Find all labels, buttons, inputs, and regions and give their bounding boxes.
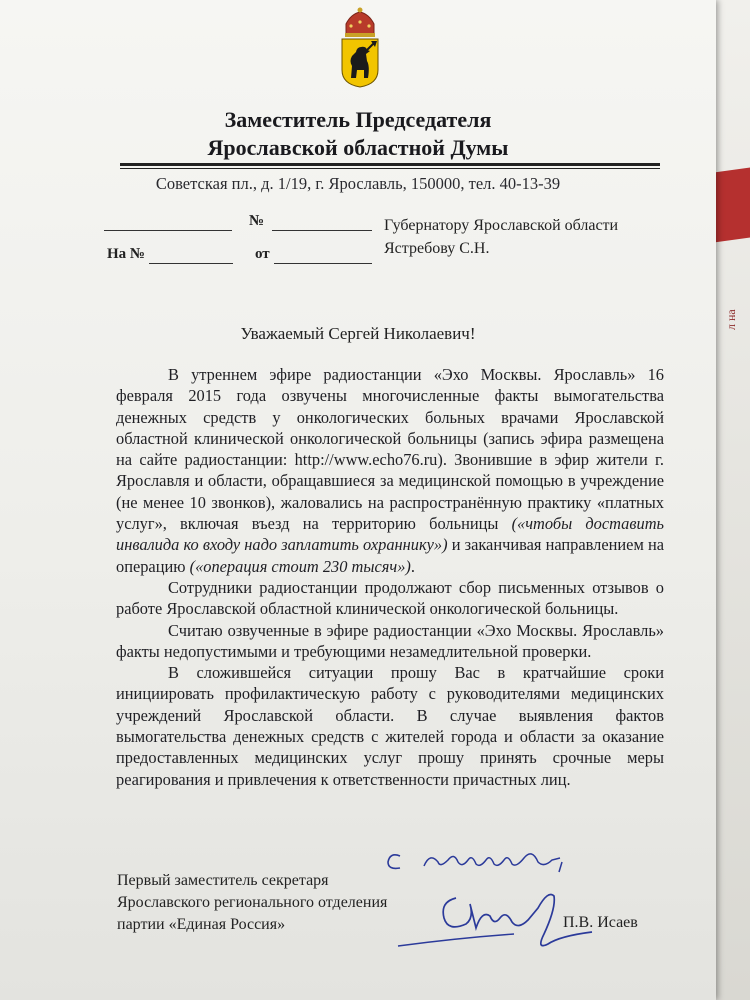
header-title-line2: Ярославской областной Думы [207,135,509,160]
salutation: Уважаемый Сергей Николаевич! [240,324,476,343]
header-title-line1: Заместитель Председателя [224,107,492,132]
header-rule-thick [120,163,660,166]
yaroslavl-coat-of-arms-icon [337,6,383,88]
position-line2: Ярославского регионального отделения [117,894,388,911]
letter-body [116,364,664,790]
reference-number-blank [149,262,233,264]
outgoing-date-blank [104,229,232,231]
reference-date-label: от [255,246,270,262]
paragraph-4: В сложившейся ситуации прошу Вас в кратчайшие сроки инициировать профилактическую работу с руководителями медицинских учреждений Ярославской области. В случае выявления фактов вымогательства денежных средств с жителей города и области за оказание предоставленных медицинских услуг прошу принять срочные меры реагирования и привлечения к ответственности причастных лиц. [116,663,664,789]
background-red-fragment [712,167,750,243]
paragraph-3: Считаю озвученные в эфире радиостанции «Эхо Москвы. Ярославль» факты недопустимыми и требующими незамедлительной проверки. [116,620,664,661]
paragraph-2: Сотрудники радиостанции продолжают сбор письменных отзывов о работе Ярославской областной клинической онкологической больницы. [116,577,664,619]
addressee-line1: Губернатору Ярославской области [384,217,619,234]
paragraph-1 [116,364,664,577]
handwritten-signature [378,838,618,958]
position-line3: партии «Единая Россия» [117,916,286,933]
addressee-line2: Ястребову С.Н. [384,240,490,257]
paragraph-1-text-cont: и заканчивая направлением на операцию [116,535,664,576]
signatory-name: П.В. Исаев [563,914,638,931]
outgoing-number-blank [272,229,372,231]
background-text-fragment: л на [724,309,738,330]
paragraph-1-text: В утреннем эфире радиостанции «Эхо Москвы. Ярославль» 16 февраля 2015 года озвучены многочисленные факты вымогательства денежных средств у онкологических больных врачами Ярославской областной клинической онкологической больницы (запись эфира размещена на сайте радиостанции: http://www.echo76.ru). Звонившие в эфир жители г. Ярославля и области, обращавшиеся за медицинской помощью в учреждение (не менее 10 звонков), жаловались на распространённую практику «платных услуг», включая въезд на территорию больницы [116,365,664,534]
header-address: Советская пл., д. 1/19, г. Ярославль, 150000, тел. 40-13-39 [155,174,561,193]
header-rule-thin [120,168,660,169]
reference-number-label: На № [107,246,145,262]
quote-operation-cost: («операция стоит 230 тысяч») [189,556,411,576]
position-line1: Первый заместитель секретаря [117,872,329,889]
paragraph-1-end: . [410,556,415,576]
signatory-position [117,870,387,936]
reference-date-blank [274,262,372,264]
number-label: № [249,213,265,229]
quote-guard-fee: («чтобы доставить инвалида ко входу надо заплатить охраннику») [116,514,664,555]
